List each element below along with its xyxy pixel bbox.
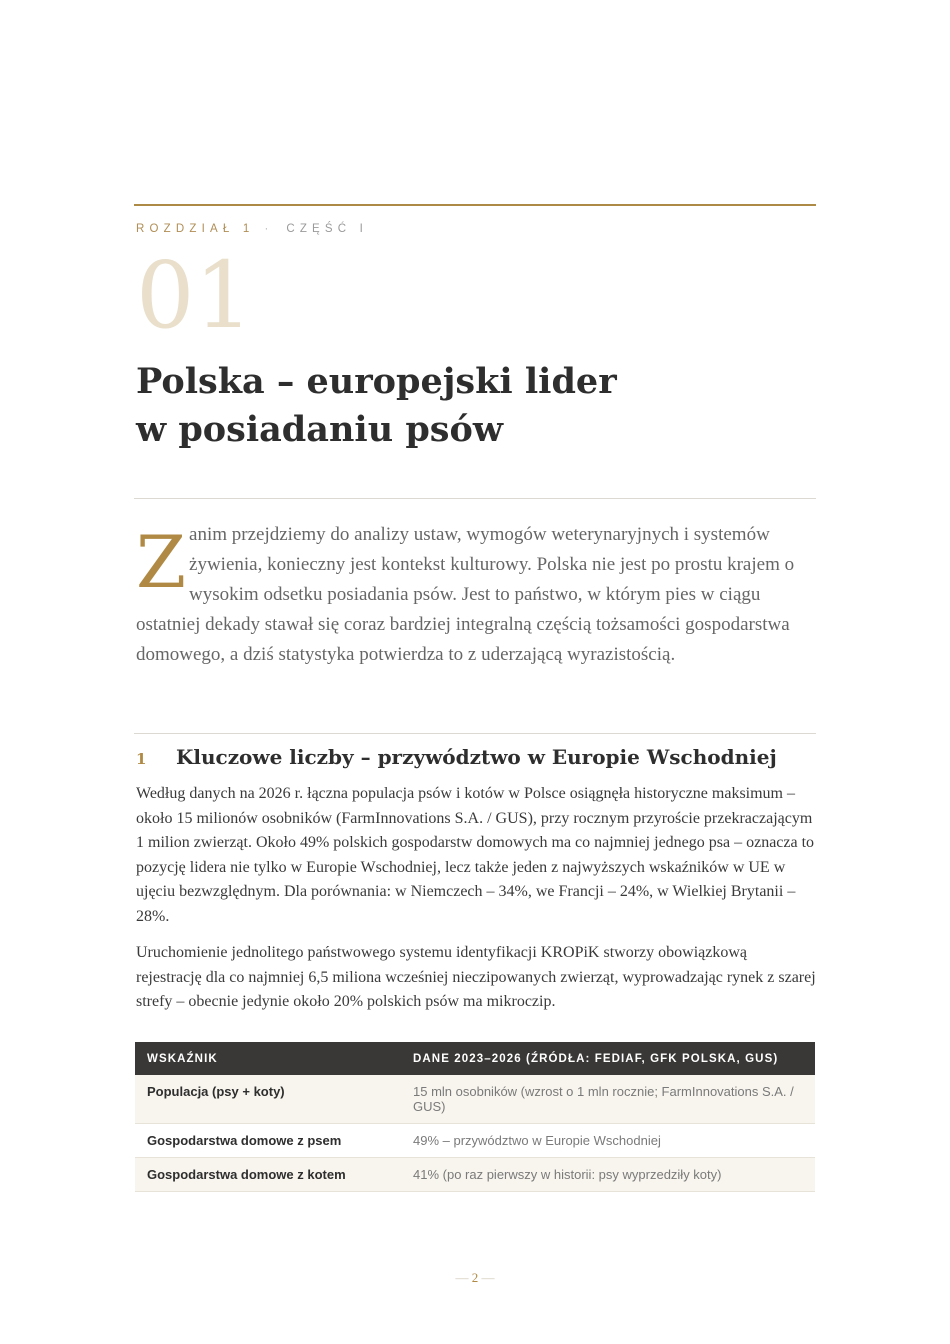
part-label: CZĘŚĆ I bbox=[286, 223, 369, 235]
table-cell-indicator: Populacja (psy + koty) bbox=[135, 1075, 401, 1124]
intro-paragraph bbox=[136, 520, 816, 670]
table-cell-value: 41% (po raz pierwszy w historii: psy wyprzedziły koty) bbox=[401, 1158, 815, 1192]
intro-text: anim przejdziemy do analizy ustaw, wymogów weterynaryjnych i systemów żywienia, konieczny jest kontekst kulturowy. Polska nie jest po prostu krajem o wysokim odsetku posiadania psów. Jest to państwo, w którym pies w ciągu ostatniej dekady stawał się coraz bardziej integralną częścią tożsamości gospodarstwa domowego, a dziś statystyka potwierdza to z uderzającą wyrazistością. bbox=[136, 524, 795, 665]
section-heading-text: Kluczowe liczby – przywództwo w Europie Wschodniej bbox=[176, 745, 777, 769]
table-row bbox=[135, 1158, 815, 1192]
page-number bbox=[0, 1270, 950, 1286]
data-table bbox=[135, 1042, 815, 1192]
drop-cap: Z bbox=[136, 520, 187, 604]
divider-section bbox=[134, 733, 816, 734]
body-paragraph-1: Według danych na 2026 r. łączna populacja psów i kotów w Polsce osiągnęła historyczne maksimum – około 15 milionów osobników (FarmInnovations S.A. / GUS), przy rocznym przyroście przekraczającym 1 milion zwierząt. Około 49% polskich gospodarstw domowych ma co najmniej jednego psa – oznacza to pozycję lidera nie tylko w Europie Wschodniej, lecz także jeden z najwyższych wskaźników w UE w ujęciu bezwzględnym. Dla porównania: w Niemczech – 34%, we Francji – 24%, w Wielkiej Brytanii – 28%. bbox=[136, 785, 815, 925]
table-header-row bbox=[135, 1042, 815, 1075]
table-cell-value: 15 mln osobników (wzrost o 1 mln rocznie; FarmInnovations S.A. / GUS) bbox=[401, 1075, 815, 1124]
table-header-indicator: WSKAŹNIK bbox=[135, 1042, 401, 1075]
chapter-number-label: ROZDZIAŁ 1 bbox=[136, 223, 255, 235]
table-row bbox=[135, 1124, 815, 1158]
table-row bbox=[135, 1075, 815, 1124]
title-line-2: w posiadaniu psów bbox=[136, 409, 503, 450]
table-cell-indicator: Gospodarstwa domowe z psem bbox=[135, 1124, 401, 1158]
chapter-big-number: 01 bbox=[136, 242, 254, 349]
top-gold-rule bbox=[134, 204, 816, 206]
table-header-data: DANE 2023–2026 (ŹRÓDŁA: FEDIAF, GFK POLSKA, GUS) bbox=[401, 1042, 815, 1075]
title-line-1: Polska – europejski lider bbox=[136, 361, 617, 402]
section-number: 1 bbox=[136, 750, 147, 768]
chapter-separator: · bbox=[264, 223, 269, 235]
table-cell-indicator: Gospodarstwa domowe z kotem bbox=[135, 1158, 401, 1192]
divider-top bbox=[134, 498, 816, 499]
table-cell-value: 49% – przywództwo w Europie Wschodniej bbox=[401, 1124, 815, 1158]
page-number-dash-left: — bbox=[455, 1270, 469, 1285]
page-number-value: 2 bbox=[471, 1270, 479, 1285]
page-number-dash-right: — bbox=[481, 1270, 495, 1285]
body-paragraph-2: Uruchomienie jednolitego państwowego systemu identyfikacji KROPiK stworzy obowiązkową rejestrację dla co najmniej 6,5 miliona wcześniej nieczipowanych zwierząt, wyprowadzając rynek z szarej strefy – obecnie jedynie około 20% polskich psów ma mikroczip. bbox=[136, 944, 816, 1011]
chapter-label bbox=[136, 223, 368, 235]
section-heading bbox=[136, 745, 777, 769]
page-title bbox=[136, 358, 617, 454]
